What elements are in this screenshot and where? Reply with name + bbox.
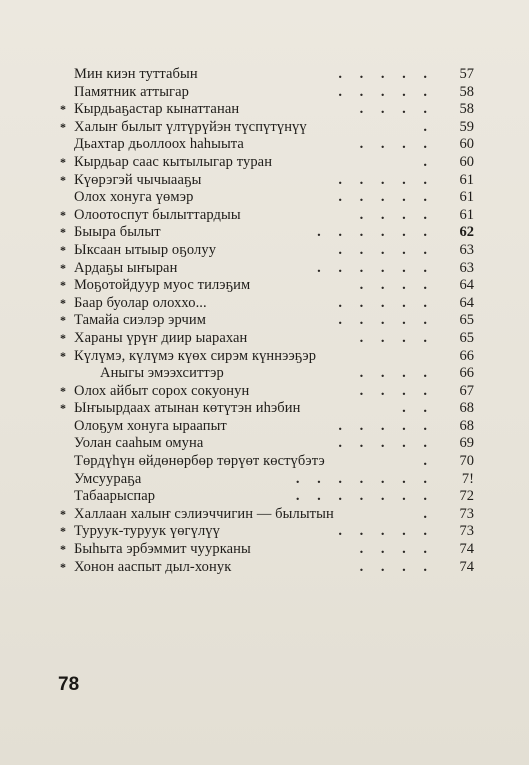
asterisk-marker: *	[60, 506, 66, 521]
toc-entry	[48, 66, 480, 84]
entry-title: Баар буолар олоххо...	[74, 294, 207, 311]
asterisk-marker: *	[60, 348, 66, 363]
entry-title: Олоотоспут былыттардыы	[74, 206, 241, 223]
entry-title: Кырдьар саас кытылыгар туран	[74, 153, 273, 170]
entry-page-number: 63	[459, 241, 474, 258]
entry-page-number: 69	[459, 435, 474, 452]
entry-title: Ардаҕы ыҥыран	[74, 259, 178, 276]
entry-page-number: 73	[459, 505, 474, 522]
entry-page-number: 62	[459, 224, 474, 241]
entry-title: Ыҥыырдаах атынан көтүтэн иһэбин	[74, 400, 301, 417]
asterisk-marker: *	[60, 102, 66, 117]
entry-page-number: 60	[459, 153, 474, 170]
asterisk-marker: *	[60, 542, 66, 557]
toc-entry	[48, 523, 480, 541]
toc-entry	[48, 541, 480, 559]
asterisk-marker: *	[60, 154, 66, 169]
entry-title: Халлаан халыҥ сэлиэччигин — былытын	[74, 505, 334, 522]
dot-leader: . . . .	[359, 541, 434, 558]
entry-title: Кырдьаҕастар кынаттанан	[74, 101, 240, 118]
entry-page-number: 57	[459, 66, 474, 82]
dot-leader: . . . .	[359, 101, 434, 118]
entry-page-number: 74	[459, 541, 474, 558]
toc-entry	[48, 277, 480, 295]
asterisk-marker: *	[60, 260, 66, 275]
toc-entry	[48, 84, 480, 102]
entry-page-number: 66	[459, 347, 474, 364]
table-of-contents	[48, 66, 480, 576]
toc-entry	[48, 471, 480, 489]
page-number: 78	[58, 674, 80, 695]
toc-entry	[48, 260, 480, 278]
entry-page-number: 61	[459, 171, 474, 188]
asterisk-marker: *	[60, 119, 66, 134]
entry-page-number: 72	[459, 488, 474, 505]
dot-leader: . . . . .	[338, 435, 434, 452]
entry-title: Аныгы эмээхситтэр	[100, 365, 224, 382]
toc-entry	[48, 348, 480, 366]
toc-entry	[48, 295, 480, 313]
toc-entry	[48, 330, 480, 348]
entry-title: Халыҥ былыт үлтүрүйэн түспүтүнүү	[74, 118, 307, 135]
entry-page-number: 64	[459, 277, 474, 294]
dot-leader: . . . .	[359, 365, 434, 382]
entry-title: Памятник аттыгар	[74, 83, 189, 100]
dot-leader: . . . . . .	[317, 259, 434, 276]
dot-leader: . . . .	[359, 382, 434, 399]
entry-page-number: 61	[459, 206, 474, 223]
toc-entry	[48, 418, 480, 436]
dot-leader: . . . . .	[338, 417, 434, 434]
toc-entry	[48, 242, 480, 260]
toc-entry	[48, 400, 480, 418]
dot-leader: .	[423, 118, 434, 135]
dot-leader: .	[423, 153, 434, 170]
entry-title: Ыксаан ытыыр оҕолуу	[74, 241, 217, 258]
entry-page-number: 68	[459, 400, 474, 417]
asterisk-marker: *	[60, 401, 66, 416]
entry-title: Умсуураҕа	[74, 470, 142, 487]
dot-leader: . . . . . . .	[295, 488, 434, 505]
entry-page-number: 58	[459, 83, 474, 100]
toc-entry	[48, 312, 480, 330]
entry-title: Дьахтар дьоллоох һаһыыта	[74, 136, 244, 153]
asterisk-marker: *	[60, 524, 66, 539]
dot-leader: . . . .	[359, 277, 434, 294]
entry-page-number: 65	[459, 312, 474, 329]
entry-title: Туруук-туруук үөгүлүү	[74, 523, 220, 540]
entry-title: Олоҕум хонуга ыраапыт	[74, 417, 227, 434]
dot-leader: .	[423, 505, 434, 522]
toc-entry	[48, 207, 480, 225]
toc-entry	[48, 365, 480, 383]
entry-title: Төрдүһүн өйдөнөрбөр төрүөт көстүбэтэ	[74, 453, 325, 470]
toc-entry	[48, 453, 480, 471]
toc-entry	[48, 383, 480, 401]
dot-leader: . . . . .	[338, 66, 434, 82]
entry-page-number: 60	[459, 136, 474, 153]
toc-entry	[48, 101, 480, 119]
toc-entry	[48, 119, 480, 137]
entry-page-number: 66	[459, 365, 474, 382]
dot-leader: . . . . .	[338, 83, 434, 100]
entry-title: Табаарыспар	[74, 488, 156, 505]
toc-entry	[48, 154, 480, 172]
toc-entry	[48, 172, 480, 190]
dot-leader: . . . . .	[338, 523, 434, 540]
dot-leader: . .	[402, 400, 434, 417]
entry-title: Уолан сааһым омуна	[74, 435, 204, 452]
dot-leader: .	[423, 453, 434, 470]
entry-title: Хонон ааспыт дыл-хонук	[74, 558, 232, 575]
asterisk-marker: *	[60, 225, 66, 240]
entry-title: Быһыта эрбэммит чуурканы	[74, 541, 251, 558]
asterisk-marker: *	[60, 559, 66, 574]
asterisk-marker: *	[60, 330, 66, 345]
entry-title: Күөрэгэй чычыааҕы	[74, 171, 202, 188]
entry-page-number: 68	[459, 417, 474, 434]
entry-page-number: 70	[459, 453, 474, 470]
asterisk-marker: *	[60, 207, 66, 222]
toc-entry	[48, 488, 480, 506]
dot-leader: . . . . . .	[317, 224, 434, 241]
asterisk-marker: *	[60, 278, 66, 293]
entry-page-number: 58	[459, 101, 474, 118]
toc-entry	[48, 224, 480, 242]
asterisk-marker: *	[60, 242, 66, 257]
entry-title: Олох айбыт сорох сокуонун	[74, 382, 250, 399]
entry-page-number: 65	[459, 329, 474, 346]
dot-leader: . . . . .	[338, 171, 434, 188]
dot-leader: . . . . .	[338, 294, 434, 311]
toc-entry	[48, 506, 480, 524]
entry-title: Мин киэн туттабын	[74, 66, 198, 82]
dot-leader: . . . .	[359, 558, 434, 575]
toc-entry	[48, 559, 480, 577]
dot-leader: . . . .	[359, 136, 434, 153]
dot-leader: . . . .	[359, 206, 434, 223]
entry-title: Быыра былыт	[74, 224, 161, 241]
entry-title: Тамайа сиэлэр эрчим	[74, 312, 206, 329]
dot-leader: . . . .	[359, 329, 434, 346]
entry-page-number: 63	[459, 259, 474, 276]
entry-title: Хараны үрүҥ диир ыарахан	[74, 329, 248, 346]
entry-page-number: 7!	[461, 470, 474, 487]
asterisk-marker: *	[60, 172, 66, 187]
asterisk-marker: *	[60, 295, 66, 310]
asterisk-marker: *	[60, 383, 66, 398]
asterisk-marker: *	[60, 313, 66, 328]
toc-entry	[48, 189, 480, 207]
entry-title: Күлүмэ, күлүмэ күөх сирэм күннээҕэр	[74, 347, 317, 364]
dot-leader: . . . . .	[338, 189, 434, 206]
entry-title: Олох хонуга үөмэр	[74, 189, 194, 206]
entry-page-number: 67	[459, 382, 474, 399]
entry-page-number: 64	[459, 294, 474, 311]
entry-title: Моҕотойдуур муос тилэҕим	[74, 277, 251, 294]
toc-entry	[48, 435, 480, 453]
entry-page-number: 73	[459, 523, 474, 540]
dot-leader: . . . . .	[338, 312, 434, 329]
dot-leader: . . . . .	[338, 241, 434, 258]
entry-page-number: 59	[459, 118, 474, 135]
toc-entry	[48, 136, 480, 154]
entry-page-number: 74	[459, 558, 474, 575]
entry-page-number: 61	[459, 189, 474, 206]
dot-leader: . . . . . . .	[295, 470, 434, 487]
